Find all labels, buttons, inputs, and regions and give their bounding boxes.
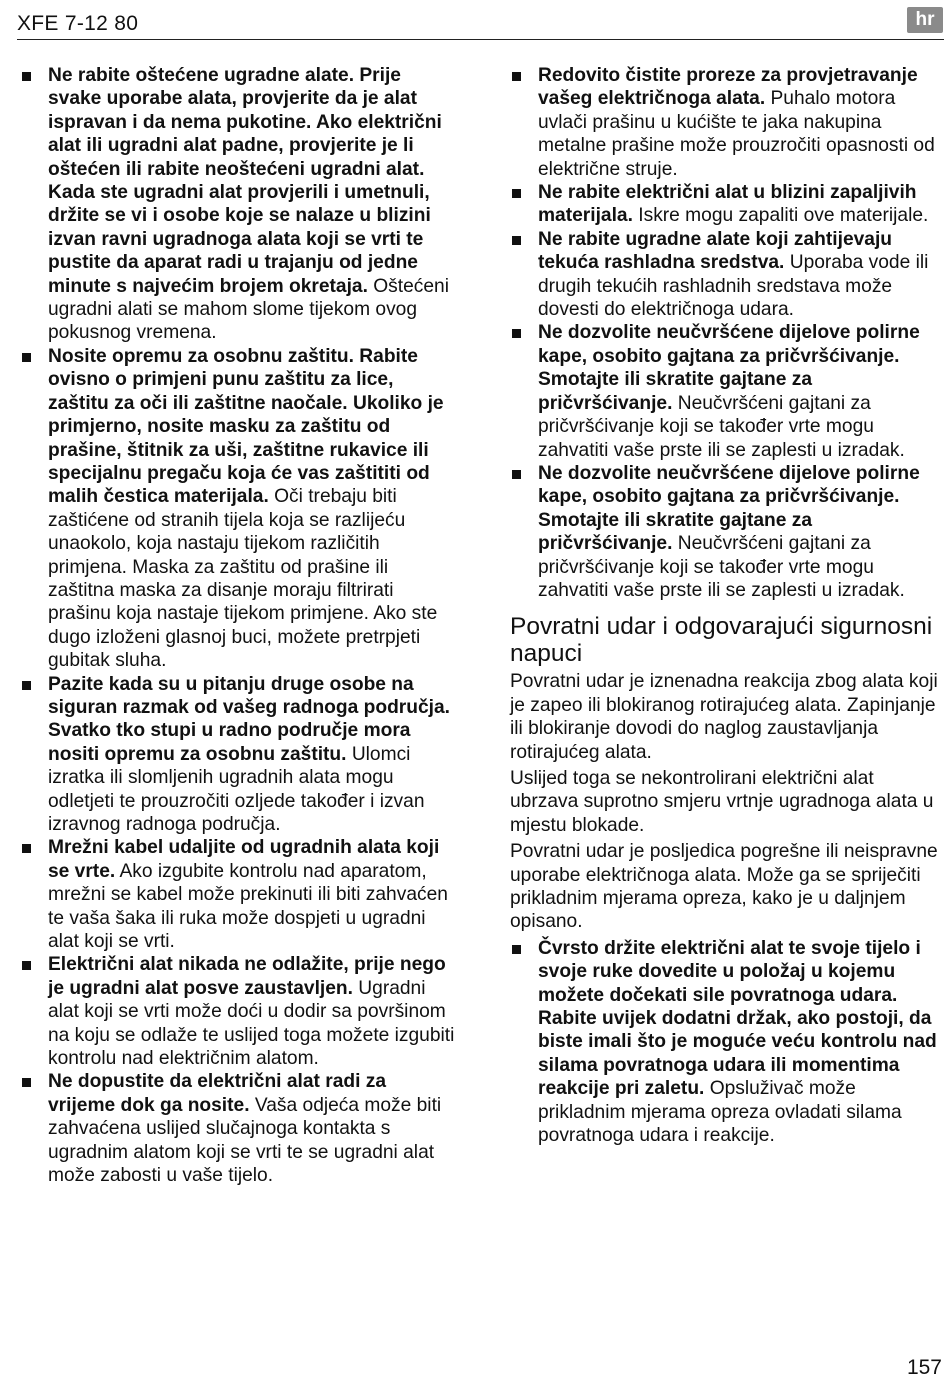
safety-item [510, 228, 942, 322]
item-text: Vaša odjeća može biti zahvaćena uslijed slučajnoga kontakta s ugradnim alatom koji se vrti te se ugradni alat može zabosti u vaše tijelo. [48, 1094, 442, 1187]
item-bold-text: Redovito čistite proreze za provjetravanje vašeg električnoga alata. [538, 65, 918, 110]
item-bold-text: Ne dopustite da električni alat radi za vrijeme dok ga nosite. [48, 1071, 387, 1116]
left-column [20, 64, 458, 1188]
item-bold-text: Ne rabite ugradne alate koji zahtijevaju tekuća rashladna sredstva. [538, 228, 893, 274]
square-bullet-icon [22, 681, 31, 690]
page-number: 157 [906, 1356, 942, 1379]
item-bold-text: Ne dozvolite neučvršćene dijelove polirne kape, osobito gajtana za pričvršćivanje. Smotajte ili skratite gajtane za pričvršćivanje. [538, 462, 920, 555]
safety-item [510, 64, 942, 181]
square-bullet-icon [22, 353, 31, 362]
item-bold-text: Nosite opremu za osobnu zaštitu. Rabite ovisno o primjeni punu zaštitu za lice, zaštitu za oči ili zaštitne naočale. Ukoliko je primjerno, nosite masku za zaštitu od prašine, štitnik za uši, zaštitne rukavice ili specijalnu pregaču koja će vas zaštititi od malih čestica materijala. [48, 345, 444, 508]
safety-item [20, 953, 458, 1070]
square-bullet-icon [512, 945, 521, 954]
safety-item [20, 64, 458, 345]
square-bullet-icon [22, 72, 31, 81]
section-paragraph: Uslijed toga se nekontrolirani električni alat ubrzava suprotno smjeru vrtnje ugradnoga alata u mjestu blokade. [510, 767, 934, 836]
square-bullet-icon [512, 189, 521, 198]
square-bullet-icon [22, 1078, 31, 1087]
safety-item [20, 1070, 458, 1187]
square-bullet-icon [512, 72, 521, 81]
item-text: Neučvršćeni gajtani za pričvršćivanje koji se također vrte mogu zahvatiti vaše prste ili se zaplesti u izradak. [538, 533, 905, 601]
section-paragraph: Povratni udar je posljedica pogrešne ili neispravne uporabe električnoga alata. Može ga se spriječiti prikladnim mjerama opreza, kako je u daljnjem opisano. [510, 841, 938, 933]
square-bullet-icon [22, 844, 31, 853]
safety-item [20, 673, 458, 837]
item-bold-text: Mrežni kabel udaljite od ugradnih alata koji se vrte. [48, 837, 440, 882]
item-text: Oči trebaju biti zaštićene od stranih tijela koja se razlijeću unaokolo, koja nastaju tijekom različitih primjena. Maska za zaštitu od prašine ili zaštitna maska za disanje moraju filtrirati prašinu koja nastaje tijekom primjene. Ako ste dugo izloženi glasnoj buci, možete pretrpjeti gubitak sluha. [48, 486, 438, 672]
square-bullet-icon [22, 961, 31, 970]
item-text: Ugradni alat koji se vrti može doći u dodir sa površinom na koju se odlaže te uslijed toga možete izgubiti kontrolu nad električnim alatom. [48, 977, 455, 1070]
item-text: Uporaba vode ili drugih tekućih rashladnih sredstava može dovesti do električnoga udara. [538, 252, 929, 321]
header-divider [17, 39, 944, 40]
safety-item [510, 321, 942, 461]
language-badge: hr [907, 7, 943, 33]
item-text: Ulomci izratka ili slomljenih ugradnih alata mogu odletjeti te prouzročiti ozljede također i izvan izravnog radnoga područja. [48, 743, 425, 835]
square-bullet-icon [512, 236, 521, 245]
item-bold-text: Električni alat nikada ne odlažite, prije nego je ugradni alat posve zaustavljen. [48, 954, 446, 999]
section-heading: Povratni udar i odgovarajući sigurnosni napuci [510, 613, 933, 668]
document-title: XFE 7-12 80 [17, 12, 139, 35]
item-text: Iskre mogu zapaliti ove materijale. [632, 205, 929, 227]
item-text: Oštećeni ugradni alati se mahom slome tijekom ovog pokusnog vremena. [48, 275, 449, 344]
item-bold-text: Pazite kada su u pitanju druge osobe na siguran razmak od vašeg radnoga područja. Svatko tko stupi u radno područje mora nositi opremu za osobnu zaštitu. [48, 673, 450, 765]
item-bold-text: Čvrsto držite električni alat te svoje tijelo i svoje ruke dovedite u položaj u kojemu možete dočekati sile povratnoga udara. Rabite uvijek dodatni držak, ako postoji, da biste imali što je moguće veću kontrolu nad silama povratnoga udara ili momentima reakcije pri zaletu. [538, 937, 937, 1100]
item-bold-text: Ne dozvolite neučvršćene dijelove polirne kape, osobito gajtana za pričvršćivanje. Smotajte ili skratite gajtane za pričvršćivanje. [538, 322, 920, 414]
square-bullet-icon [512, 470, 521, 479]
square-bullet-icon [512, 329, 521, 338]
item-text: Neučvršćeni gajtani za pričvršćivanje koji se također vrte mogu zahvatiti vaše prste ili se zaplesti u izradak. [538, 392, 905, 461]
item-text: Ako izgubite kontrolu nad aparatom, mrežni se kabel može prekinuti ili biti zahvaćen te vaša šaka ili ruka može dospjeti u ugradni alat koji se vrti. [48, 860, 448, 953]
item-bold-text: Ne rabite oštećene ugradne alate. Prije svake uporabe alata, provjerite da je alat ispravan i da nema pukotine. Ako električni alat ili ugradni alat padne, provjerite je li oštećen ili rabite neoštećeni ugradni alat. Kada ste ugradni alat provjerili i umetnuli, držite se vi i osobe koje se nalaze u blizini izvan ravni ugradnoga alata koji se vrti te pustite da aparat radi u trajanju od jedne minute s najvećim brojem okretaja. [48, 65, 442, 297]
safety-item [20, 836, 458, 953]
safety-item [510, 937, 942, 1148]
safety-item [510, 462, 942, 602]
item-text: Puhalo motora uvlači prašinu u kućište te jaka nakupina metalne prašine može prouzročiti opasnosti od električne struje. [538, 88, 935, 180]
item-text: Opsluživač može prikladnim mjerama opreza ovladati silama povratnoga udara i reakcije. [538, 1078, 902, 1147]
section-paragraph: Povratni udar je iznenadna reakcija zbog alata koji je zapeo ili blokiranog rotirajućeg alata. Zapinjanje ili blokiranje dovodi do naglog zaustavljanja rotirajućeg alata. [510, 671, 938, 763]
safety-item [20, 345, 458, 673]
item-bold-text: Ne rabite električni alat u blizini zapaljivih materijala. [538, 182, 917, 227]
safety-item [510, 181, 942, 228]
right-column [510, 64, 942, 1147]
